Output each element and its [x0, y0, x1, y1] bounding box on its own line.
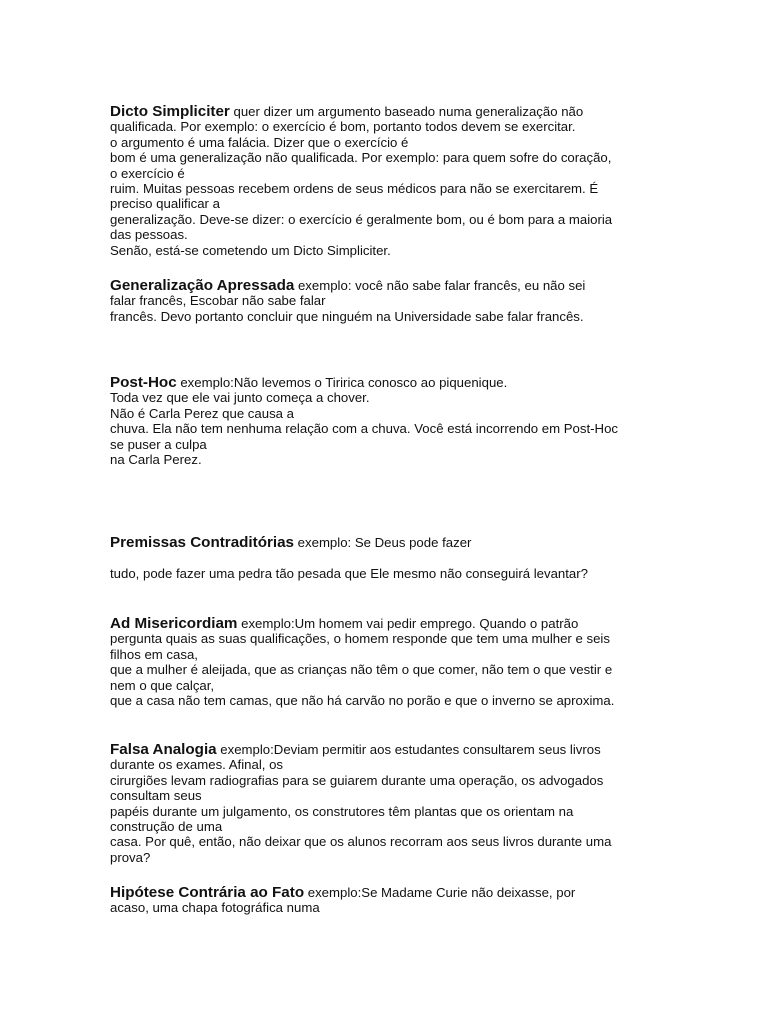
section-text: francês. Devo portanto concluir que ninguém na Universidade sabe falar francês.	[110, 308, 584, 324]
section-first-line	[110, 616, 670, 631]
section-text: filhos em casa,	[110, 646, 198, 662]
section-heading: Generalização Apressada	[110, 277, 295, 294]
section-first-line	[110, 278, 670, 293]
section-text: construção de uma	[110, 819, 223, 835]
section-text: pergunta quais as suas qualificações, o homem responde que tem uma mulher e seis	[110, 631, 610, 647]
section-text: na Carla Perez.	[110, 452, 202, 468]
section-heading: Hipótese Contrária ao Fato	[110, 884, 305, 901]
section-text: tudo, pode fazer uma pedra tão pesada que Ele mesmo não conseguirá levantar?	[110, 565, 588, 581]
section-text: quer dizer um argumento baseado numa generalização não	[229, 104, 584, 119]
section-text: o argumento é uma falácia. Dizer que o exercício é	[110, 134, 409, 150]
section-text: Senão, está-se cometendo um Dicto Simpliciter.	[110, 242, 391, 258]
section-text: cirurgiões levam radiografias para se guiarem durante uma operação, os advogados	[110, 772, 604, 788]
section-heading: Falsa Analogia	[110, 741, 217, 758]
section-first-line	[110, 885, 670, 900]
section-text: ruim. Muitas pessoas recebem ordens de seus médicos para não se exercitarem. É	[110, 181, 599, 197]
section-text: Não é Carla Perez que causa a	[110, 405, 295, 421]
section-text: exemplo:Se Madame Curie não deixasse, por	[304, 885, 576, 900]
section-text	[110, 550, 670, 565]
section-text: o exercício é	[110, 165, 185, 181]
section-text: se puser a culpa	[110, 436, 207, 452]
section-text: exemplo: você não sabe falar francês, eu não sei	[294, 278, 586, 293]
section-first-line	[110, 104, 670, 119]
section-text: das pessoas.	[110, 227, 188, 243]
section-text: generalização. Deve-se dizer: o exercício é geralmente bom, ou é bom para a maioria	[110, 211, 613, 227]
section-text: chuva. Ela não tem nenhuma relação com a chuva. Você está incorrendo em Post-Hoc	[110, 421, 618, 437]
section-text: exemplo:Deviam permitir aos estudantes consultarem seus livros	[216, 742, 601, 757]
section-text: acaso, uma chapa fotográfica numa	[110, 900, 320, 916]
section-heading: Post-Hoc	[110, 374, 177, 391]
section-text: exemplo: Se Deus pode fazer	[294, 535, 472, 550]
section-text: exemplo:Não levemos o Tiririca conosco ao piquenique.	[176, 375, 508, 390]
section-text: Toda vez que ele vai junto começa a chover.	[110, 390, 370, 406]
section-text: consultam seus	[110, 788, 202, 804]
section-text: nem o que calçar,	[110, 677, 215, 693]
section-text: qualificada. Por exemplo: o exercício é bom, portanto todos devem se exercitar.	[110, 119, 576, 135]
section-heading: Ad Misericordiam	[110, 615, 238, 632]
section-text: que a mulher é aleijada, que as crianças não têm o que comer, não tem o que vestir e	[110, 662, 613, 678]
section-text: casa. Por quê, então, não deixar que os alunos recorram aos seus livros durante uma	[110, 834, 612, 850]
section-text: prova?	[110, 849, 151, 865]
section-dicto-simpliciter	[110, 104, 670, 258]
section-text: bom é uma generalização não qualificada. Por exemplo: para quem sofre do coração,	[110, 150, 612, 166]
section-text: que a casa não tem camas, que não há carvão no porão e que o inverno se aproxima.	[110, 693, 615, 709]
section-generalizacao-apressada	[110, 278, 670, 324]
section-heading: Dicto Simpliciter	[110, 103, 230, 120]
section-hipotese-contraria-ao-fato	[110, 885, 670, 916]
section-first-line	[110, 742, 670, 757]
section-text: falar francês, Escobar não sabe falar	[110, 293, 326, 309]
section-text: papéis durante um julgamento, os construtores têm plantas que os orientam na	[110, 803, 574, 819]
section-text: exemplo:Um homem vai pedir emprego. Quando o patrão	[237, 616, 579, 631]
section-post-hoc	[110, 375, 670, 467]
section-text: durante os exames. Afinal, os	[110, 757, 284, 773]
section-first-line	[110, 535, 670, 550]
section-falsa-analogia	[110, 742, 670, 865]
section-ad-misericordiam	[110, 616, 670, 708]
section-text: preciso qualificar a	[110, 196, 220, 212]
section-heading: Premissas Contraditórias	[110, 534, 295, 551]
section-premissas-contraditorias	[110, 535, 670, 581]
section-first-line	[110, 375, 670, 390]
